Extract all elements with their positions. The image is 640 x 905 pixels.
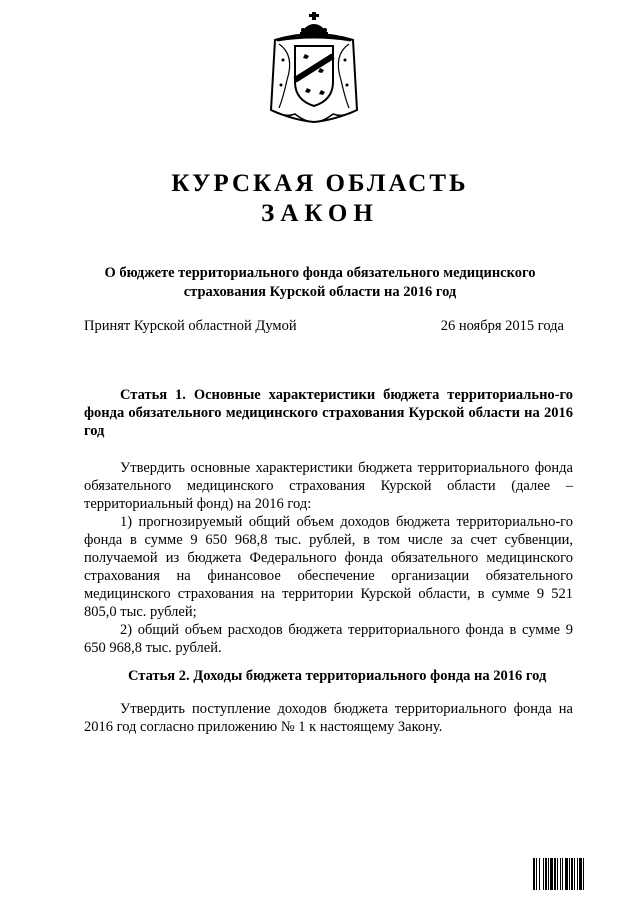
region-title: КУРСКАЯ ОБЛАСТЬ xyxy=(171,170,469,197)
article-2-heading-block xyxy=(84,667,573,685)
law-subject-line: О бюджете территориального фонда обязательного медицинского xyxy=(104,265,536,281)
article-2-heading: Статья 2. Доходы бюджета территориального фонда на 2016 год xyxy=(128,668,547,684)
article-1-item-2: 2) общий объем расходов бюджета территориального фонда в сумме 9 650 968,8 тыс. рублей. xyxy=(84,622,573,656)
adoption-date: 26 ноября 2015 года xyxy=(440,318,564,334)
article-2-text: Утвердить поступление доходов бюджета территориального фонда на 2016 год согласно приложению № 1 к настоящему Закону. xyxy=(84,701,573,735)
law-subject-line: страхования Курской области на 2016 год xyxy=(183,284,457,300)
adopted-by: Принят Курской областной Думой xyxy=(84,318,297,334)
document-type-title: ЗАКОН xyxy=(261,200,379,227)
article-1-heading: Статья 1. Основные характеристики бюджета территориально-го фонда обязательного медицинского страхования Курской области на 2016 год xyxy=(84,387,573,439)
barcode-icon xyxy=(533,858,621,890)
law-subject xyxy=(60,264,580,302)
article-1-heading-block xyxy=(84,386,573,440)
article-1-intro: Утвердить основные характеристики бюджета территориального фонда обязательного медицинского страхования Курской области (далее – территориальный фонд) на 2016 год: xyxy=(84,460,573,512)
article-1-item-1: 1) прогнозируемый общий объем доходов бюджета территориально-го фонда в сумме 9 650 968,8 тыс. рублей, в том числе за счет субвенции, получаемой из бюджета Федерального фонда обязательного медицинского страхования на финансовое обеспечение организации обязательного медицинского страхования на территории Курской области, в сумме 9 521 805,0 тыс. рублей; xyxy=(84,514,573,620)
coat-of-arms-icon xyxy=(265,10,363,128)
article-2-body xyxy=(84,700,573,736)
article-1-body xyxy=(84,459,573,657)
